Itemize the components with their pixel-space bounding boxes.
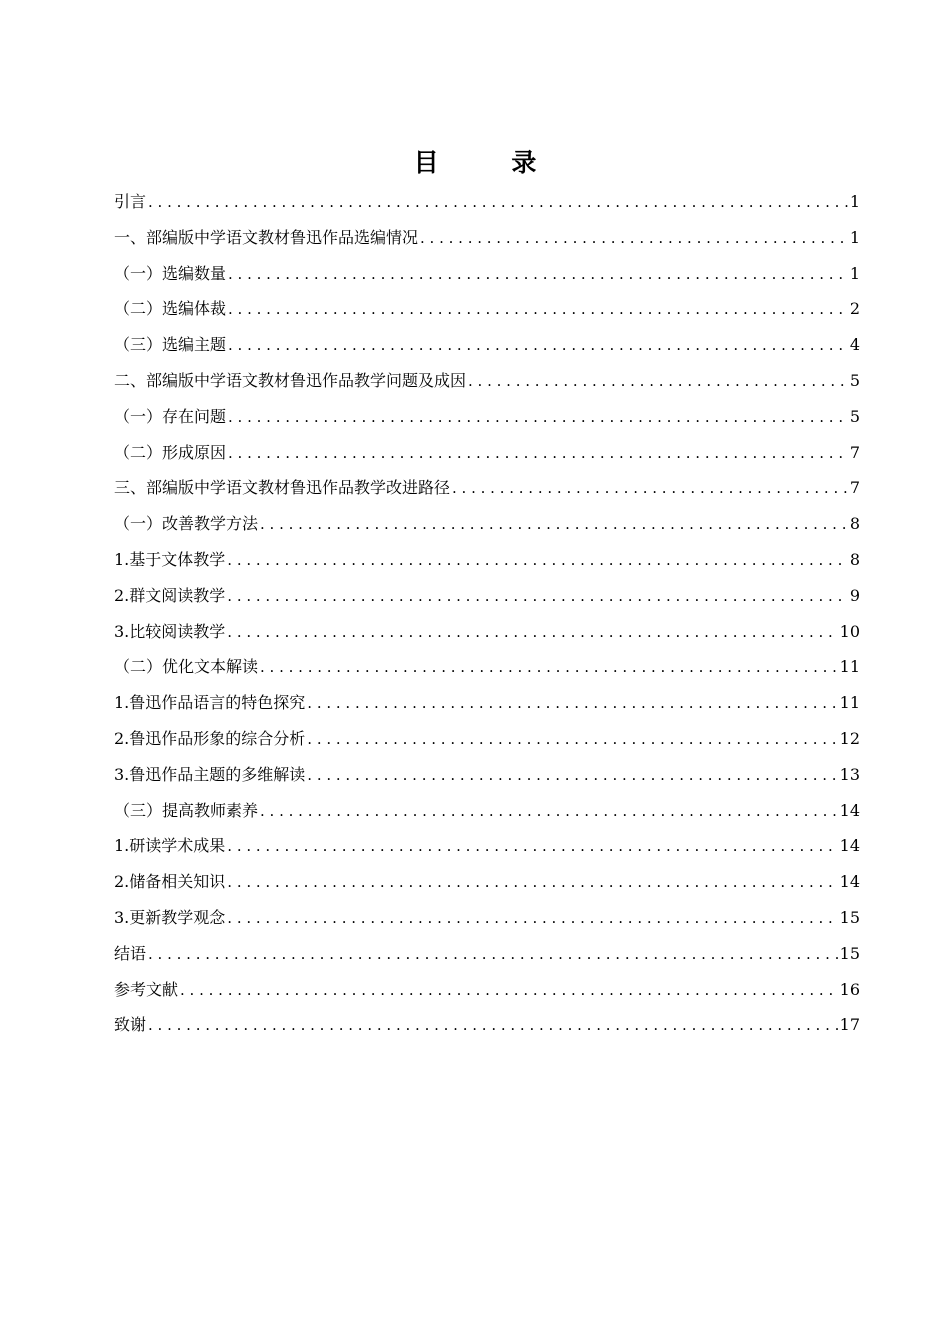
toc-entry[interactable] [114,542,860,578]
toc-dot-leader [228,436,848,472]
toc-page-number: 11 [839,657,860,677]
toc-entry[interactable] [114,220,860,256]
toc-page-number: 11 [839,693,860,713]
toc-page-number: 10 [839,621,860,641]
toc-dot-leader [228,328,848,364]
toc-entry[interactable] [114,721,860,757]
toc-entry-label: 3.鲁迅作品主题的多维解读 [114,764,306,784]
toc-dot-leader [228,257,848,293]
toc-entry[interactable] [114,578,860,614]
toc-entry-label: 三、部编版中学语文教材鲁迅作品教学改进路径 [114,478,451,498]
toc-page-number: 9 [849,585,860,605]
toc-page-number: 16 [839,979,860,999]
toc-entry-label: （一）选编数量 [114,263,227,283]
toc-entry-label: 1.鲁迅作品语言的特色探究 [114,693,306,713]
toc-dot-leader [227,543,848,579]
toc-page-number: 2 [849,299,860,319]
toc-entry-label: 3.比较阅读教学 [114,621,226,641]
toc-dot-leader [260,650,838,686]
toc-page-number: 8 [849,514,860,534]
toc-entry-label: （一）存在问题 [114,406,227,426]
toc-title: 目 录 [413,148,569,177]
toc-dot-leader [228,292,848,328]
toc-entry-label: （三）提高教师素养 [114,800,259,820]
toc-entry-label: 一、部编版中学语文教材鲁迅作品选编情况 [114,227,419,247]
toc-entry[interactable] [114,291,860,327]
toc-dot-leader [148,185,848,221]
toc-page-number: 17 [839,1015,860,1035]
toc-page-number: 14 [839,872,860,892]
toc-page-number: 15 [839,943,860,963]
toc-entry[interactable] [114,327,860,363]
toc-entry[interactable] [114,1007,860,1043]
toc-page-number: 1 [849,227,860,247]
toc-dot-leader [227,865,837,901]
toc-page-number: 14 [839,836,860,856]
toc-dot-leader [227,579,848,615]
toc-entry-label: （三）选编主题 [114,335,227,355]
toc-dot-leader [452,471,848,507]
toc-entry-label: 2.储备相关知识 [114,872,226,892]
toc-entry-label: 引言 [114,192,147,211]
toc-entry[interactable] [114,900,860,936]
toc-entry[interactable] [114,435,860,471]
toc-page-number: 1 [849,263,860,283]
toc-entry[interactable] [114,828,860,864]
toc-entry[interactable] [114,256,860,292]
toc-entry[interactable] [114,184,860,220]
toc-dot-leader [228,400,848,436]
toc-dot-leader [260,507,848,543]
toc-dot-leader [227,829,837,865]
toc-page-number: 7 [849,478,860,498]
toc-entry[interactable] [114,793,860,829]
toc-entry[interactable] [114,399,860,435]
toc-dot-leader [260,794,838,830]
toc-entry-label: 结语 [114,943,147,963]
toc-dot-leader [227,615,837,651]
toc-entry-label: 1.基于文体教学 [114,549,226,569]
toc-dot-leader [420,221,848,257]
toc-page-number: 8 [849,549,860,569]
toc-page-number: 13 [839,764,860,784]
toc-entry-label: 2.鲁迅作品形象的综合分析 [114,728,306,748]
toc-entry-label: 3.更新教学观念 [114,907,226,927]
toc-entry-label: 二、部编版中学语文教材鲁迅作品教学问题及成因 [114,370,467,390]
toc-entry[interactable] [114,972,860,1008]
toc-entry[interactable] [114,864,860,900]
toc-entry[interactable] [114,506,860,542]
toc-dot-leader [468,364,848,400]
toc-entry[interactable] [114,614,860,650]
toc-entry-label: （一）改善教学方法 [114,514,259,534]
toc-page-number: 5 [849,370,860,390]
toc-entry[interactable] [114,649,860,685]
toc-dot-leader [307,686,837,722]
table-of-contents [114,184,860,1043]
toc-dot-leader [180,973,838,1009]
toc-entry-label: （二）选编体裁 [114,299,227,319]
toc-dot-leader [307,758,837,794]
toc-page-number: 1 [849,192,860,211]
toc-page-number: 14 [839,800,860,820]
toc-entry-label: （二）形成原因 [114,442,227,462]
toc-page-number: 15 [839,907,860,927]
toc-entry-label: 致谢 [114,1015,147,1035]
toc-page-number: 7 [849,442,860,462]
toc-page-number: 12 [839,728,860,748]
toc-entry[interactable] [114,685,860,721]
toc-dot-leader [148,1008,838,1044]
toc-page-number: 4 [849,335,860,355]
toc-dot-leader [148,937,838,973]
toc-dot-leader [307,722,837,758]
toc-entry[interactable] [114,936,860,972]
toc-entry[interactable] [114,470,860,506]
toc-dot-leader [227,901,837,937]
toc-entry-label: 1.研读学术成果 [114,836,226,856]
toc-entry[interactable] [114,757,860,793]
toc-entry-label: 2.群文阅读教学 [114,585,226,605]
toc-entry-label: 参考文献 [114,979,179,999]
toc-entry-label: （二）优化文本解读 [114,657,259,677]
toc-page-number: 5 [849,406,860,426]
toc-entry[interactable] [114,363,860,399]
